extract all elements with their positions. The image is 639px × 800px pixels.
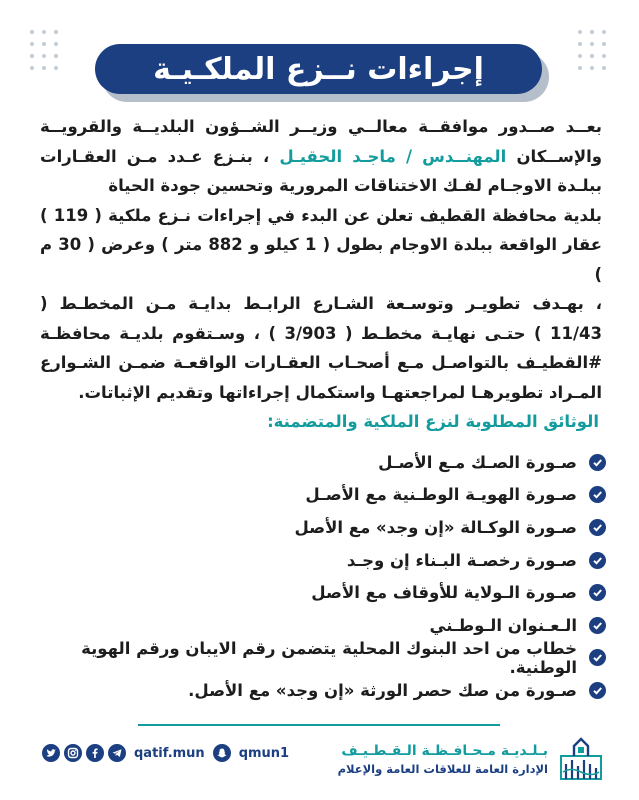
list-item bbox=[26, 674, 606, 707]
page-title: إجراءات نــزع الملكـيـة bbox=[153, 51, 484, 87]
check-circle-icon bbox=[589, 552, 606, 569]
document-label: صـورة رخصـة البـناء إن وجـد bbox=[346, 550, 577, 570]
municipality-logo-icon bbox=[558, 736, 604, 782]
approval-text: بعــد صــدور موافقــة معالــي وزيــر الشــؤون البلديــة والقرويــة والإســكان bbox=[40, 117, 603, 166]
announcement-body bbox=[40, 112, 602, 407]
dot-grid-top-left bbox=[30, 30, 60, 74]
paragraph-approval bbox=[40, 112, 602, 201]
footer-divider bbox=[138, 724, 500, 726]
document-label: الـعـنوان الـوطـني bbox=[429, 615, 577, 635]
list-item bbox=[26, 576, 606, 609]
documents-list bbox=[26, 446, 606, 707]
dot-grid-top-right bbox=[578, 30, 608, 74]
organization-text bbox=[338, 743, 548, 776]
snapchat-icon[interactable] bbox=[213, 744, 231, 762]
documents-heading: الوثائق المطلوبة لنزع الملكية والمتضمنة: bbox=[267, 412, 599, 431]
list-item bbox=[26, 479, 606, 512]
list-item bbox=[26, 446, 606, 479]
telegram-icon[interactable] bbox=[108, 744, 126, 762]
document-label: صـورة الـولاية للأوقاف مع الأصل bbox=[311, 583, 577, 603]
municipality-branding bbox=[338, 736, 604, 782]
check-circle-icon bbox=[589, 617, 606, 634]
instagram-icon[interactable] bbox=[64, 744, 82, 762]
handle-main: qatif.mun bbox=[134, 745, 205, 761]
minister-name: المهنــدس / ماجـد الحقيـل bbox=[279, 146, 507, 166]
check-circle-icon bbox=[589, 454, 606, 471]
organization-name: بـلـديـة مـحـافـظـة الـقـطـيـف bbox=[341, 742, 548, 759]
document-label: صـورة من صك حصر الورثة «إن وجد» مع الأصل. bbox=[188, 680, 577, 700]
document-label: صـورة الوكـالة «إن وجد» مع الأصل bbox=[294, 517, 577, 537]
list-item bbox=[26, 544, 606, 577]
check-circle-icon bbox=[589, 584, 606, 601]
paragraph-announcement: بلدية محافظة القطيف تعلن عن البدء في إجراءات نـزع ملكية ( 119 ) عقار الواقعة ببلدة الاوجام بطول ( 1 كيلو و 882 متر ) وعرض ( 30 م ) bbox=[40, 205, 602, 284]
social-handles bbox=[42, 744, 297, 762]
document-label: صـورة الهويـة الوطـنية مع الأصـل bbox=[305, 485, 577, 505]
list-item bbox=[26, 609, 606, 642]
document-label: خطاب من احد البنوك المحلية يتضمن رقم الايبان ورقم الهوية الوطنية. bbox=[81, 638, 577, 677]
twitter-icon[interactable] bbox=[42, 744, 60, 762]
organization-department: الإدارة العامة للعلاقات العامة والإعلام bbox=[337, 761, 548, 776]
title-banner bbox=[95, 44, 542, 94]
facebook-icon[interactable] bbox=[86, 744, 104, 762]
check-circle-icon bbox=[589, 486, 606, 503]
handle-snapchat: qmun1 bbox=[238, 745, 290, 761]
list-item bbox=[26, 511, 606, 544]
check-circle-icon bbox=[589, 519, 606, 536]
paragraph-purpose: ، بهـدف تطويـر وتوسـعة الشـارع الرابـط بدايـة مـن المخطـط ( 11/43 ) حتـى نهايـة مخطـط ( 3/903 ) ، وسـتقوم بلديـة محافظـة #القطيـف بالتواصـل مـع أصحـاب العقـارات الواقعـة ضمـن الشـوارع المـراد تطويرهـا لمراجعتهـا واستكمال إجراءاتها وتقديم الإثباتات. bbox=[40, 294, 602, 402]
document-label: صـورة الصـك مـع الأصـل bbox=[378, 452, 577, 472]
approval-purpose: ، بنـزع عـدد مـن العقـارات ببلـدة الاوجـام لفـك الاختناقات المرورية وتحسين جودة الحياة bbox=[40, 146, 602, 195]
check-circle-icon bbox=[589, 682, 606, 699]
list-item bbox=[26, 638, 606, 677]
check-circle-icon bbox=[589, 649, 606, 666]
